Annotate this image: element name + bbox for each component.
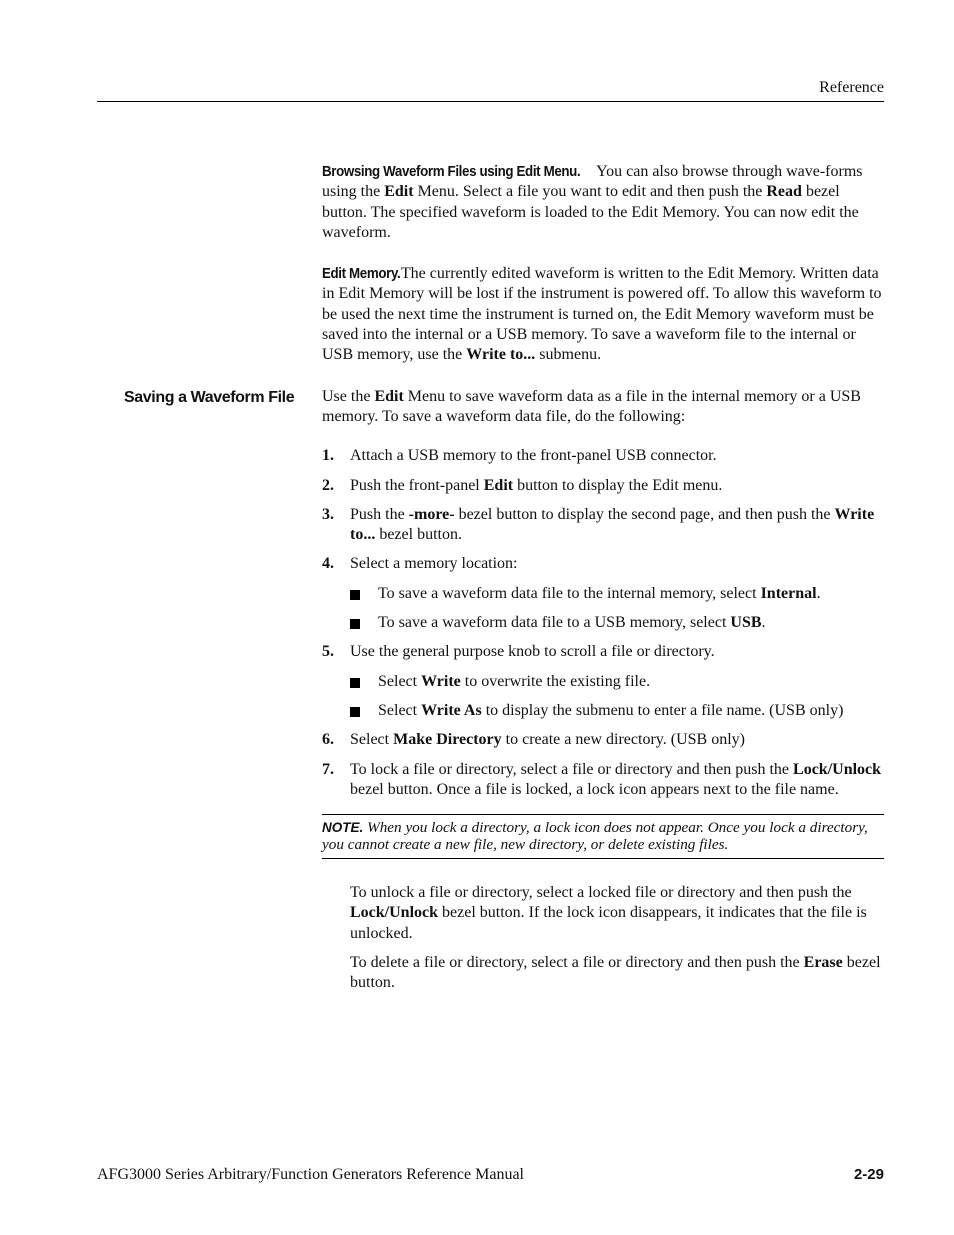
text: To save a waveform data file to the internal memory, select — [378, 584, 761, 602]
bold-text: USB — [730, 614, 762, 632]
text: Select a memory location: — [350, 555, 518, 573]
bold-text: Internal — [760, 584, 817, 602]
list-item — [322, 730, 884, 750]
text: button to display the Edit menu. — [513, 476, 723, 494]
browsing-paragraph — [322, 162, 884, 243]
text: Menu to save waveform data as a file in the internal memory or a USB memory. To save a waveform data file, do the following: — [322, 387, 861, 425]
section-heading-saving: Saving a Waveform File — [124, 389, 295, 406]
text: To save a waveform data file to a USB memory, select — [378, 614, 731, 632]
bold-text: Edit — [384, 183, 414, 201]
text: Select — [378, 701, 422, 719]
browsing-heading: Browsing Waveform Files using Edit Menu. — [322, 164, 581, 180]
bold-text: Lock/Unlock — [793, 760, 882, 778]
saving-intro-paragraph — [322, 387, 884, 428]
list-item — [322, 446, 884, 466]
text: Menu. Select a file you want to edit and then push the — [413, 183, 767, 201]
text: submenu. — [535, 346, 602, 364]
text: . — [816, 584, 821, 602]
bold-text: Write to... — [466, 346, 536, 364]
text: To unlock a file or directory, select a locked file or directory and then push the — [350, 884, 852, 902]
step-number: 1. — [322, 447, 334, 465]
text: Select — [350, 731, 394, 749]
list-item — [322, 476, 884, 496]
text: to display the submenu to enter a file name. (USB only) — [481, 701, 844, 719]
step-number: 4. — [322, 555, 334, 573]
step-number: 6. — [322, 731, 334, 749]
step-number: 3. — [322, 505, 334, 523]
text: Select — [378, 672, 422, 690]
square-bullet-icon — [350, 707, 360, 717]
list-item — [322, 760, 884, 801]
header-rule — [97, 101, 884, 102]
step-number: 7. — [322, 760, 334, 778]
bullet-list — [350, 584, 884, 634]
text: bezel button to display the second page, and then push the — [454, 505, 835, 523]
unlock-paragraph — [322, 883, 884, 944]
square-bullet-icon — [350, 678, 360, 688]
text: bezel button. — [350, 954, 881, 992]
text: . — [761, 614, 766, 632]
main-content — [322, 162, 884, 1003]
text: Use the general purpose knob to scroll a file or directory. — [350, 643, 715, 661]
text: You can also browse through wave-forms using the — [322, 163, 863, 201]
bold-text: Write to... — [350, 505, 875, 544]
note-box — [322, 814, 884, 859]
bullet-item — [350, 701, 884, 721]
text: Attach a USB memory to the front-panel USB connector. — [350, 447, 717, 465]
list-item — [322, 642, 884, 721]
bold-text: Read — [766, 183, 802, 201]
text: To lock a file or directory, select a file or directory and then push the — [350, 760, 794, 778]
square-bullet-icon — [350, 619, 360, 629]
list-item — [322, 554, 884, 633]
text: to create a new directory. (USB only) — [501, 731, 745, 749]
bullet-item — [350, 584, 884, 604]
bold-text: Edit — [374, 387, 404, 405]
bold-text: Make Directory — [393, 731, 502, 749]
bold-text: Lock/Unlock — [350, 904, 439, 922]
text: Use the — [322, 387, 375, 405]
square-bullet-icon — [350, 590, 360, 600]
edit-memory-heading: Edit Memory. — [322, 266, 401, 283]
text: To delete a file or directory, select a file or directory and then push the — [350, 954, 804, 972]
text: Push the front-panel — [350, 476, 484, 494]
bullet-item — [350, 672, 884, 692]
delete-paragraph — [322, 953, 884, 994]
step-number: 2. — [322, 476, 334, 494]
bullet-item — [350, 613, 884, 633]
step-number: 5. — [322, 643, 334, 661]
steps-list — [322, 446, 884, 800]
text: Push the — [350, 505, 409, 523]
bullet-list — [350, 672, 884, 722]
running-header: Reference — [819, 79, 884, 96]
edit-memory-paragraph — [322, 264, 884, 365]
bold-text: Erase — [803, 954, 843, 972]
text: bezel button. If the lock icon disappears, it indicates that the file is unlocked. — [350, 904, 867, 942]
note-text: When you lock a directory, a lock icon does not appear. Once you lock a directory, you cannot create a new file, new directory, or delete existing files. — [322, 819, 868, 854]
list-item — [322, 505, 884, 546]
bold-text: Edit — [483, 476, 514, 494]
footer-title: AFG3000 Series Arbitrary/Function Generators Reference Manual — [97, 1166, 524, 1183]
text: bezel button. Once a file is locked, a lock icon appears next to the file name. — [350, 780, 839, 798]
page-number: 2-29 — [853, 1166, 884, 1183]
text: bezel button. — [375, 526, 462, 544]
note-label: NOTE. — [322, 820, 364, 836]
text: to overwrite the existing file. — [460, 672, 651, 690]
text: The currently edited waveform is written to the Edit Memory. Written data in Edit Memory will be lost if the instrument is powered off. To allow this waveform to be used the next time the instrument is turned on, the Edit Memory waveform must be saved into the internal or a USB memory. To save a waveform file to the internal or USB memory, use the — [322, 265, 882, 364]
bold-text: Write — [421, 672, 461, 690]
bold-text: -more- — [408, 505, 455, 523]
bold-text: Write As — [421, 701, 482, 719]
text: bezel button. The specified waveform is loaded to the Edit Memory. You can now edit the waveform. — [322, 183, 859, 241]
